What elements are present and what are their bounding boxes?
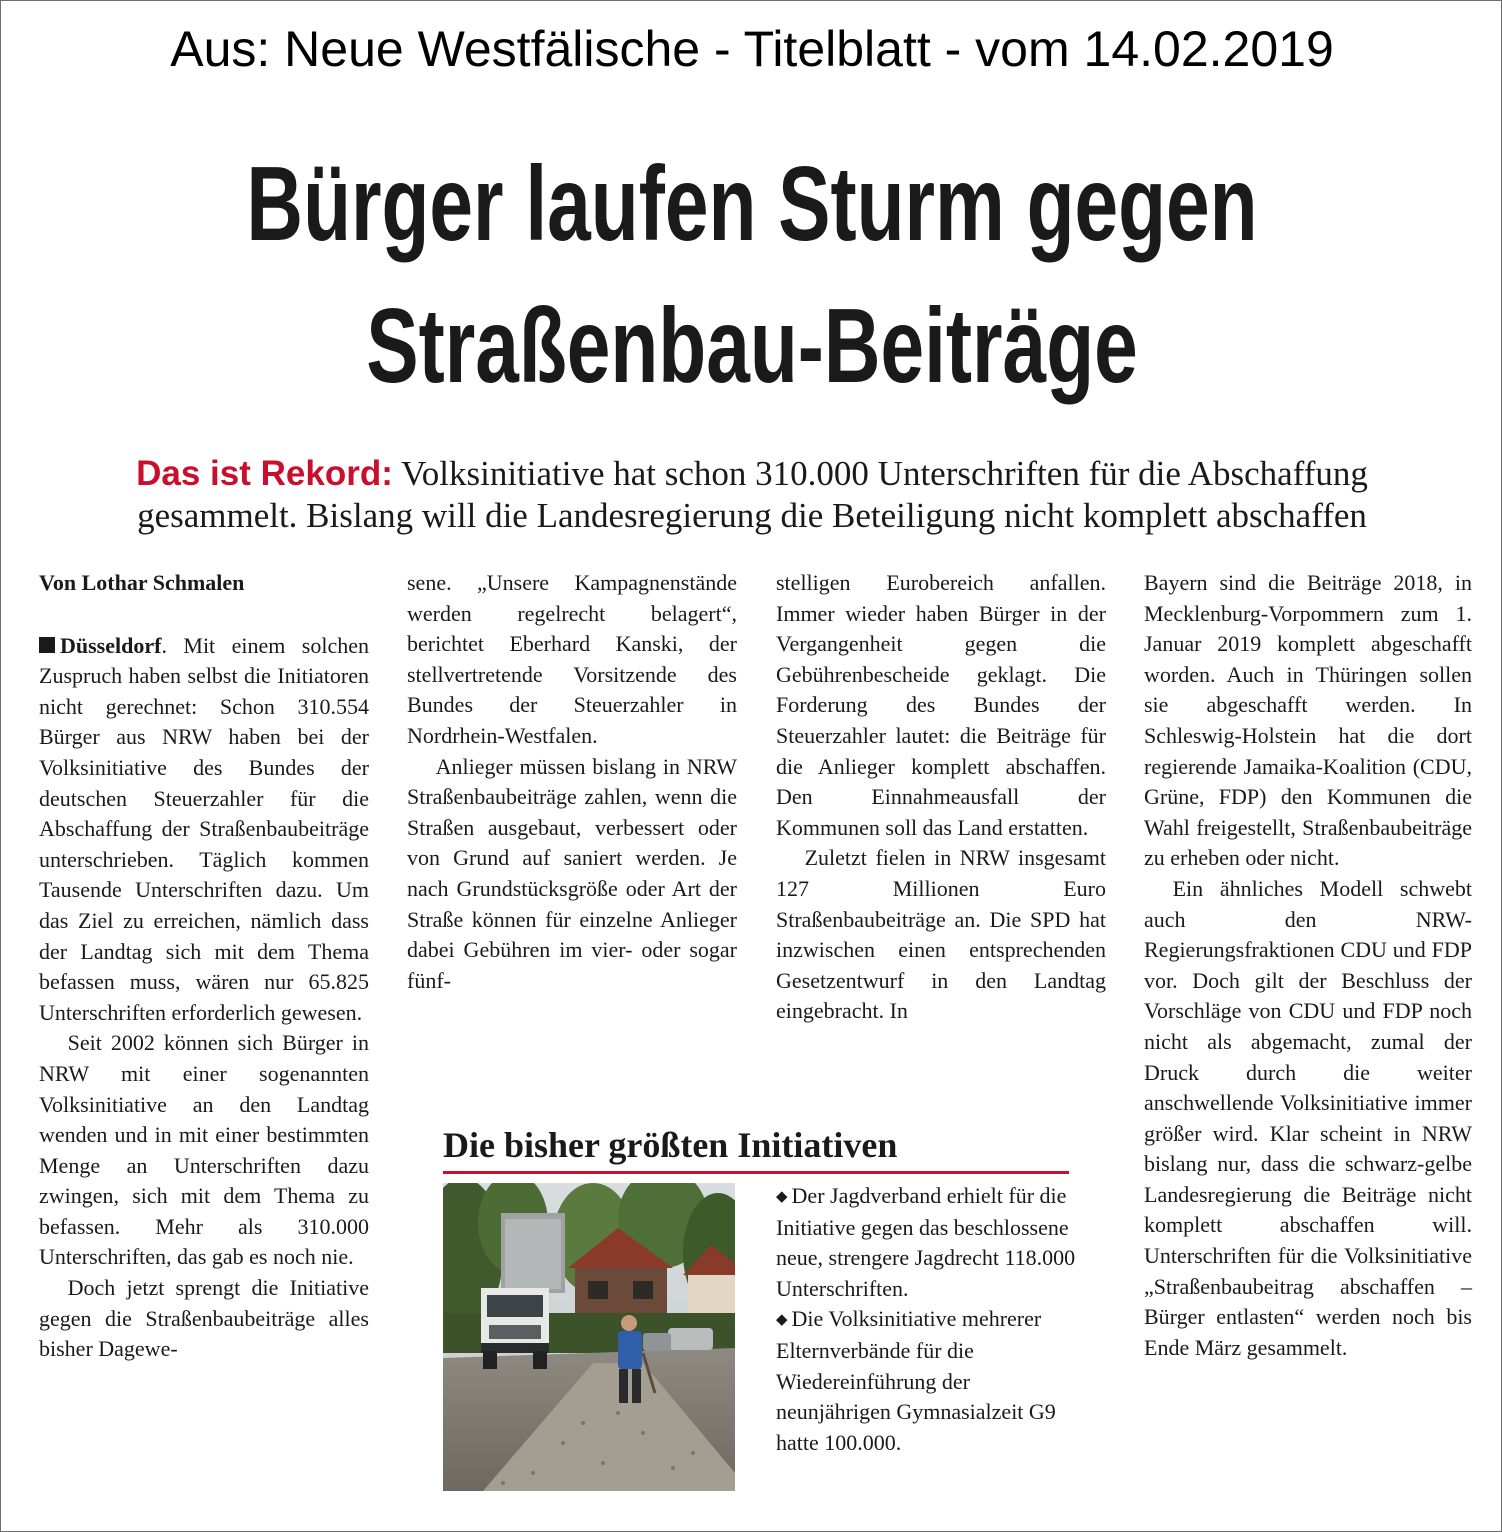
construction-photo-illustration (443, 1183, 735, 1491)
paragraph: Zuletzt fielen in NRW insgesamt 127 Millionen Euro Straßenbaubeiträge an. Die SPD hat inzwischen einen entsprechenden Gesetzentwurf in den Landtag eingebracht. In (776, 845, 1106, 1024)
infobox-item-text: Der Jagdverband erhielt für die Initiative gegen das beschlossene neue, strengere Jagdrecht 118.000 Unterschriften. (776, 1183, 1076, 1301)
article-column-2 (407, 568, 737, 996)
article-column-4 (1144, 568, 1472, 1363)
paragraph-text: . Mit einem solchen Zuspruch haben selbst die Initiatoren nicht gerechnet: Schon 310.554 Bürger aus NRW haben bei der Volksinitiative des Bundes der deutschen Steuerzahler für die Abschaffung der Straßenbaubeiträge unterschrieben. Täglich kommen Tausende Unterschriften dazu. Um das Ziel zu erreichen, nämlich dass der Landtag sich mit dem Thema befassen muss, wären nur 65.825 Unterschriften erforderlich gewesen. (39, 632, 369, 1025)
paragraph: Bayern sind die Beiträge 2018, in Mecklenburg-Vorpommern zum 1. Januar 2019 komplett abgeschafft worden. Auch in Thüringen sollen sie abgeschafft werden. In Schleswig-Holstein hat die dort regierende Jamaika-Koalition (CDU, Grüne, FDP) den Kommunen die Wahl freigestellt, Straßenbaubeiträge zu erheben oder nicht. (1144, 570, 1472, 871)
dateline-square-icon (39, 637, 55, 653)
subhead-line-2: gesammelt. Bislang will die Landesregierung die Beteiligung nicht komplett abschaffen (137, 496, 1367, 535)
byline: Von Lothar Schmalen (39, 570, 245, 595)
paragraph: stelligen Eurobereich anfallen. Immer wieder haben Bürger in der Vergangenheit gegen die Gebührenbescheide geklagt. Die Forderung des Bundes der Steuerzahler lautet: die Beiträge für die Anlieger komplett abschaffen. Den Einnahmeausfall der Kommunen soll das Land erstatten. (776, 570, 1106, 840)
paragraph: Seit 2002 können sich Bürger in NRW mit einer sogenannten Volksinitiative an den Landtag wenden und in mit einer bestimmten Menge an Unterschriften dazu zwingen, sich mit dem Thema zu befassen. Mehr als 310.000 Unterschriften, das gab es noch nie. (39, 1030, 369, 1270)
headline-line-1: Bürger laufen Sturm gegen (246, 145, 1258, 263)
infobox-item (776, 1304, 1076, 1458)
paragraph: Anlieger müssen bislang in NRW Straßenbaubeiträge zahlen, wenn die Straßen ausgebaut, verbessert oder von Grund auf saniert werden. Je nach Grundstücksgröße oder Art der Straße können für einzelne Anlieger dabei Gebühren im vier- oder sogar fünf- (407, 753, 737, 993)
dateline: Düsseldorf (60, 632, 162, 658)
headline (196, 133, 1307, 417)
diamond-bullet-icon: ◆ (776, 1189, 788, 1205)
paragraph: Doch jetzt sprengt die Initiative gegen die Straßenbaubeiträge alles bisher Dagewe- (39, 1275, 369, 1362)
subhead-line-1: Volksinitiative hat schon 310.000 Unterschriften für die Abschaffung (392, 454, 1368, 493)
headline-line-2: Straßenbau-Beiträge (366, 287, 1138, 405)
diamond-bullet-icon: ◆ (776, 1312, 788, 1329)
construction-site-photo (443, 1183, 735, 1491)
subhead-kicker: Das ist Rekord: (136, 454, 393, 493)
infobox-list (776, 1181, 1076, 1458)
paragraph (39, 631, 369, 1029)
infobox-item-text: Die Volksinitiative mehrerer Elternverbände für die Wiedereinführung der neunjährigen Gymnasialzeit G9 hatte 100.000. (776, 1306, 1056, 1455)
infobox-item (776, 1181, 1076, 1304)
source-line: Aus: Neue Westfälische - Titelblatt - vom 14.02.2019 (170, 21, 1334, 77)
paragraph: Ein ähnliches Modell schwebt auch den NRW-Regierungsfraktionen CDU und FDP vor. Doch gilt der Beschluss der Vorschläge von CDU und FDP noch nicht als abgemacht, zumal der Druck durch die weiter anschwellende Volksinitiative immer größer wird. Klar scheint in NRW bislang nur, dass die schwarz-gelbe Landesregierung die Beiträge nicht komplett abschaffen will. Unterschriften für die Volksinitiative „Straßenbaubeitrag abschaffen – Bürger entlasten“ werden noch bis Ende März gesammelt. (1144, 875, 1472, 1360)
article-column-1 (39, 568, 369, 1365)
subheadline (41, 453, 1463, 537)
article-column-3 (776, 568, 1106, 1027)
paragraph: sene. „Unsere Kampagnenstände werden regelrecht belagert“, berichtet Eberhard Kanski, der stellvertretende Vorsitzende des Bundes der Steuerzahler in Nordrhein-Westfalen. (407, 570, 737, 748)
infobox-title: Die bisher größten Initiativen (443, 1123, 1069, 1174)
